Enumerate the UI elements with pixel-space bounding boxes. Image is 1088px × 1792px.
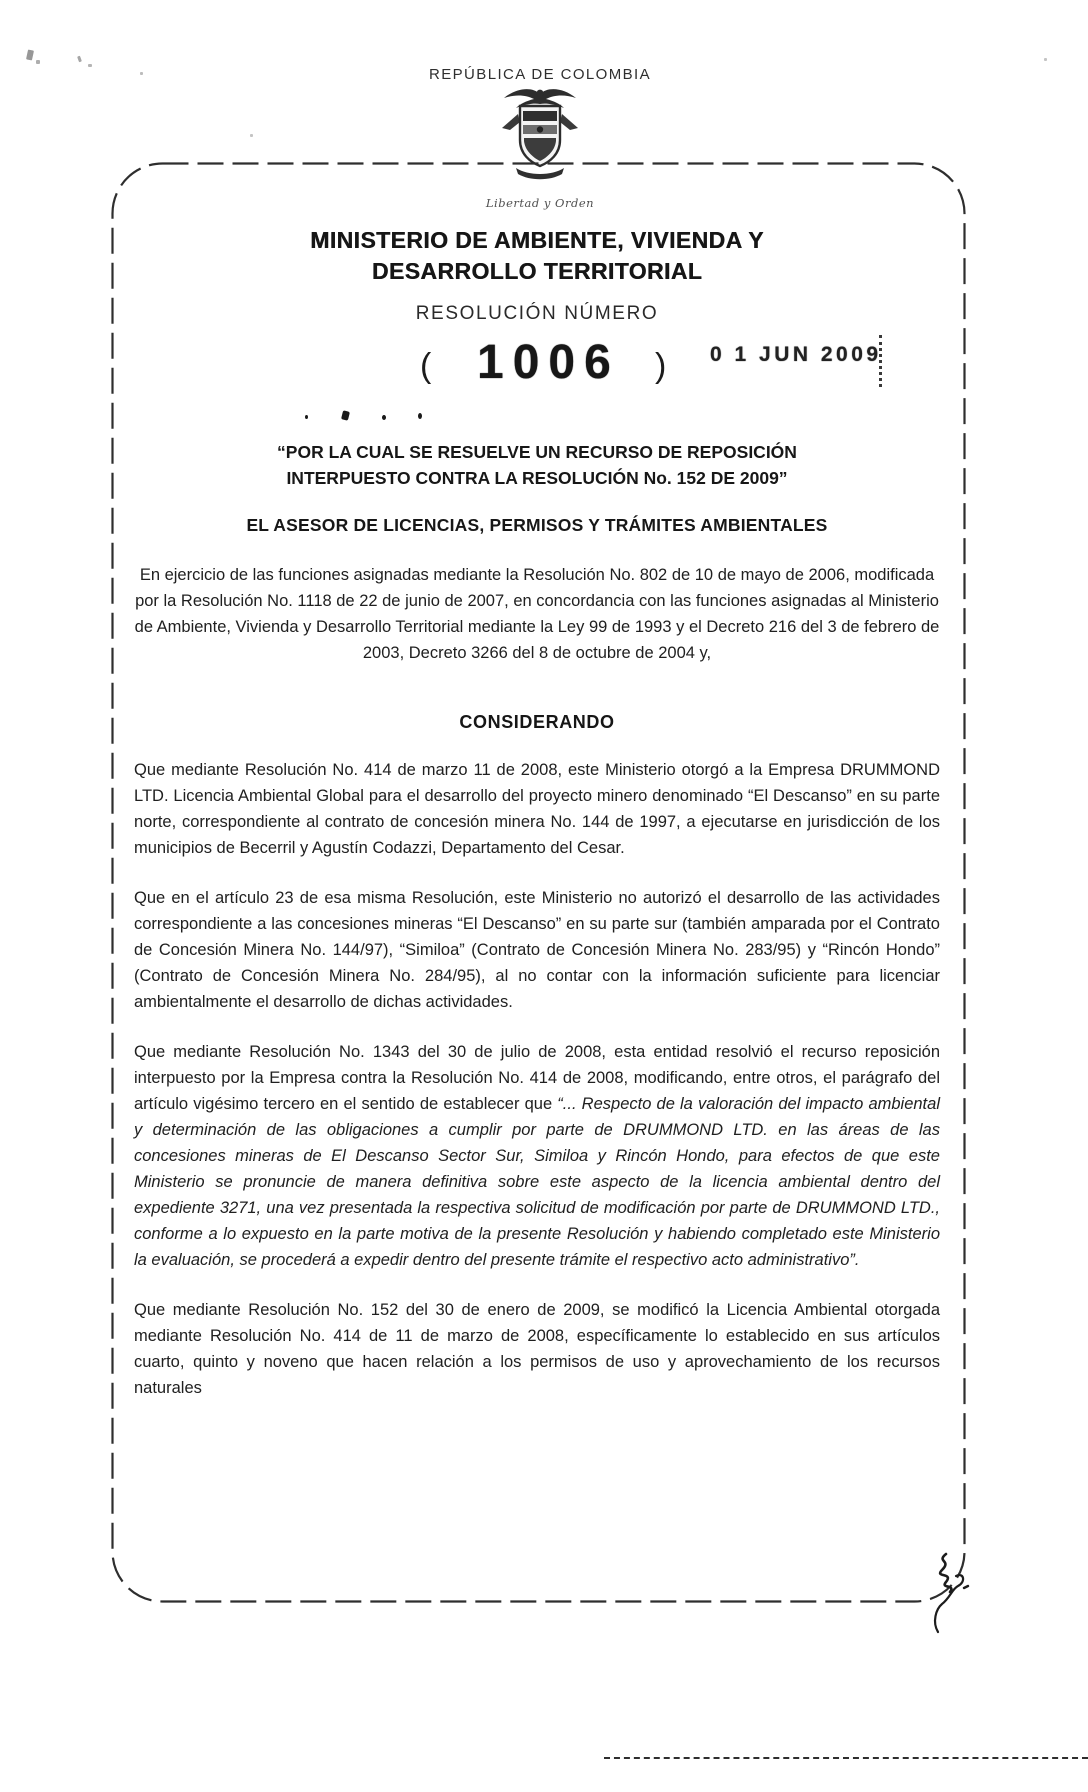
- issuing-authority: EL ASESOR DE LICENCIAS, PERMISOS Y TRÁMITES AMBIENTALES: [246, 515, 828, 535]
- resolution-number-row: [134, 325, 940, 431]
- paragraph-3-normal: Que mediante Resolución No. 1343 del 30 de julio de 2008, esta entidad resolvió el recurso reposición interpuesto por la Empresa contra la Resolución No. 414 de 2008, modificando, entre otros, el parágrafo del artículo vigésimo tercero en el sentido de establecer que: [134, 1043, 940, 1113]
- document-body: [134, 163, 940, 1401]
- subject-line2: INTERPUESTO CONTRA LA RESOLUCIÓN No. 152 DE 2009”: [286, 468, 788, 488]
- resolution-number-label: RESOLUCIÓN NÚMERO: [415, 303, 659, 324]
- preamble-paragraph: En ejercicio de las funciones asignadas mediante la Resolución No. 802 de 10 de mayo de 2006, modificada por la Resolución No. 1118 de 22 de junio de 2007, en concordancia con las funciones asignadas al Ministerio de Ambiente, Vivienda y Desarrollo Territorial mediante la Ley 99 de 1993 y el Decreto 216 del 3 de febrero de 2003, Decreto 3266 del 8 de octubre de 2004 y,: [134, 566, 940, 662]
- next-page-border-line: [604, 1757, 1088, 1759]
- ministry-title-line1: MINISTERIO DE AMBIENTE, VIVIENDA Y: [310, 227, 764, 253]
- pencil-mark: [77, 56, 82, 63]
- emblem-caption: Libertad y Orden: [485, 196, 595, 210]
- open-paren: (: [420, 347, 432, 385]
- paragraph-3: [134, 1039, 940, 1273]
- considering-heading: CONSIDERANDO: [459, 712, 615, 732]
- ministry-title: [134, 225, 940, 287]
- pencil-mark: [1044, 58, 1047, 61]
- resolution-subject: [134, 439, 940, 491]
- pencil-mark: [36, 60, 40, 64]
- date-stamp-edge: [879, 335, 882, 387]
- paragraph-1: Que mediante Resolución No. 414 de marzo 11 de 2008, este Ministerio otorgó a la Empresa DRUMMOND LTD. Licencia Ambiental Global para el desarrollo del proyecto minero denominado “El Descanso” en su parte norte, correspondiente al contrato de concesión minera No. 144 de 1997, a ejecutarse en jurisdicción de los municipios de Becerril y Agustín Codazzi, Departamento del Cesar.: [134, 761, 940, 857]
- paragraph-4: Que mediante Resolución No. 152 del 30 de enero de 2009, se modificó la Licencia Ambiental otorgada mediante Resolución No. 414 de 11 de marzo de 2008, específicamente lo establecido en sus artículos cuarto, quinto y noveno que hacen relación a los permisos de uso y aprovechamiento de los recursos naturales: [134, 1301, 940, 1397]
- ink-dot: [341, 410, 350, 420]
- close-paren: ): [655, 347, 667, 385]
- signature-mark: [912, 1548, 976, 1640]
- republic-title: REPÚBLICA DE COLOMBIA: [429, 66, 651, 83]
- ink-dot: [382, 415, 386, 420]
- resolution-number-stamp: 1006: [477, 336, 620, 389]
- pencil-mark: [26, 49, 34, 60]
- date-stamp: 0 1 JUN 2009: [710, 343, 882, 366]
- ink-dot: [305, 415, 308, 419]
- paragraph-2: Que en el artículo 23 de esa misma Resolución, este Ministerio no autorizó el desarrollo de las actividades correspondiente a las concesiones mineras “El Descanso” en su parte sur (también amparada por el Contrato de Concesión Minera No. 144/97), “Similoa” (Contrato de Concesión Minera No. 283/95) y “Rincón Hondo” (Contrato de Concesión Minera No. 284/95), al no contar con la información suficiente para licenciar ambientalmente el desarrollo de dichas actividades.: [134, 889, 940, 1011]
- subject-line1: “POR LA CUAL SE RESUELVE UN RECURSO DE REPOSICIÓN: [277, 442, 797, 462]
- ink-dot: [418, 413, 422, 419]
- ministry-title-line2: DESARROLLO TERRITORIAL: [371, 258, 703, 284]
- paragraph-3-quote: “... Respecto de la valoración del impacto ambiental y determinación de las obligaciones a cumplir por parte de DRUMMOND LTD. en las áreas de las concesiones mineras de El Descanso Sector Sur, Similoa y Rincón Hondo, para efectos de que este Ministerio se pronuncie de manera definitiva sobre este aspecto de la licencia ambiental dentro del expediente 3271, una vez presentada la respectiva solicitud de modificación por parte de DRUMMOND LTD., conforme a lo expuesto en la parte motiva de la presente Resolución y habiendo completado este Ministerio la evaluación, se procederá a expedir dentro del presente trámite el respectivo acto administrativo”.: [134, 1095, 940, 1269]
